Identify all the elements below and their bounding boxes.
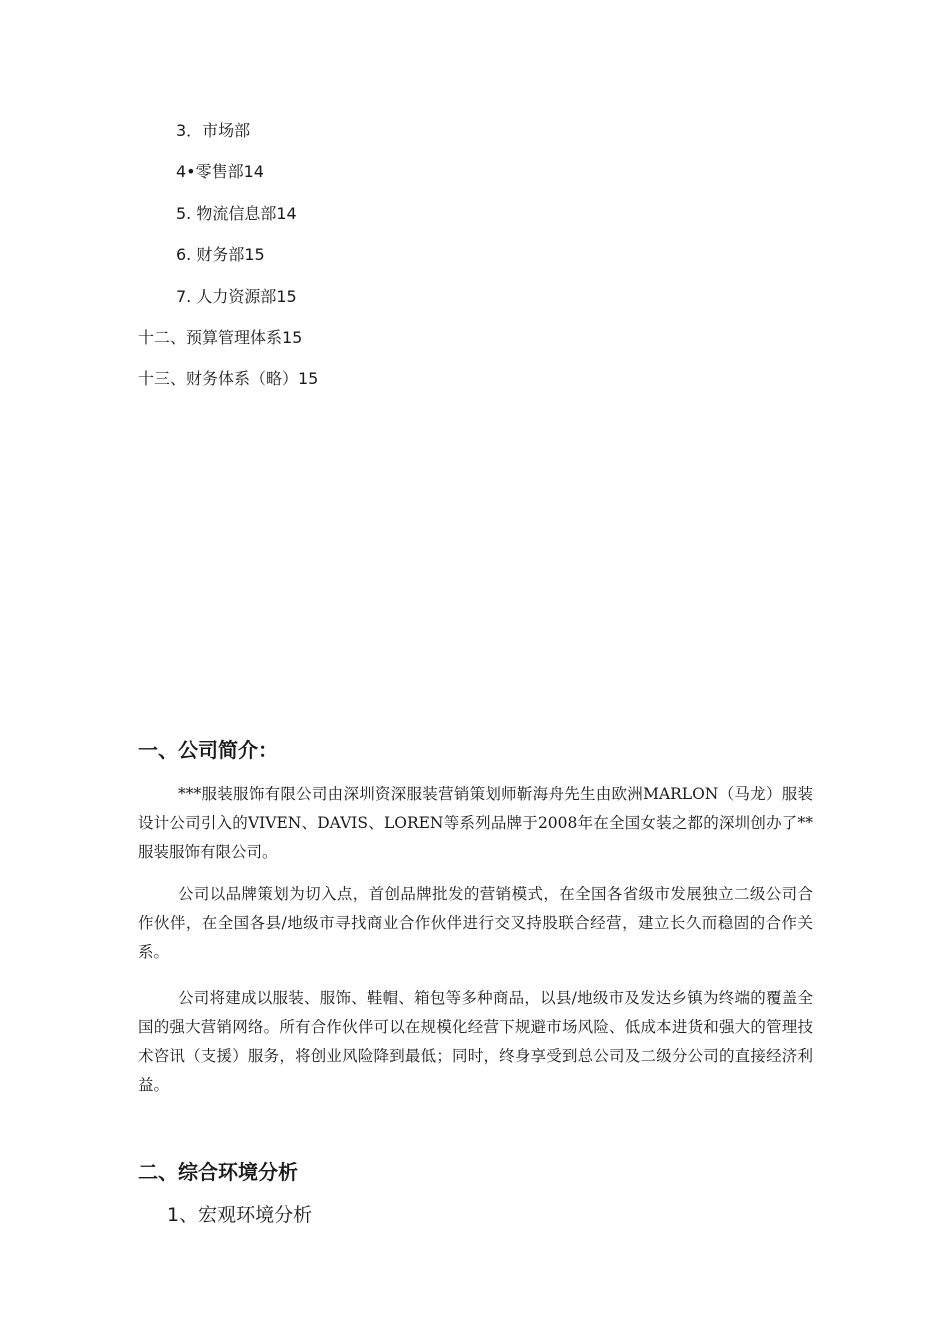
toc-item-market: 3．市场部	[176, 121, 251, 140]
paragraph-company-origin: ***服装服饰有限公司由深圳资深服装营销策划师靳海舟先生由欧洲MARLON（马龙）服装设计公司引入的VIVEN、DAVIS、LOREN等系列品牌于2008年在全国女装之都的深圳创办了**服装服饰有限公司。	[138, 785, 813, 861]
paragraph-business-model: 公司以品牌策划为切入点，首创品牌批发的营销模式，在全国各省级市发展独立二级公司合作伙伴，在全国各县/地级市寻找商业合作伙伴进行交叉持股联合经营，建立长久而稳固的合作关系。	[138, 885, 813, 961]
toc-item-budget: 十二、预算管理体系15	[138, 328, 303, 347]
toc-item-retail: 4•零售部14	[176, 162, 264, 181]
paragraph-network: 公司将建成以服装、服饰、鞋帽、箱包等多种商品，以县/地级市及发达乡镇为终端的覆盖全国的强大营销网络。所有合作伙伴可以在规模化经营下规避市场风险、低成本进货和强大的管理技术咨讯（支援）服务，将创业风险降到最低；同时，终身享受到总公司及二级分公司的直接经济利益。	[138, 989, 813, 1094]
toc-item-finance: 6. 财务部15	[176, 245, 265, 264]
toc-item-hr: 7. 人力资源部15	[176, 287, 297, 306]
subsection-heading-macro: 1、宏观环境分析	[167, 1204, 313, 1226]
toc-item-logistics: 5. 物流信息部14	[176, 204, 297, 223]
section-heading-environment: 二、综合环境分析	[138, 1160, 298, 1184]
toc-item-finance-system: 十三、财务体系（略）15	[138, 369, 319, 388]
section-heading-company-intro: 一、公司简介：	[138, 738, 278, 762]
